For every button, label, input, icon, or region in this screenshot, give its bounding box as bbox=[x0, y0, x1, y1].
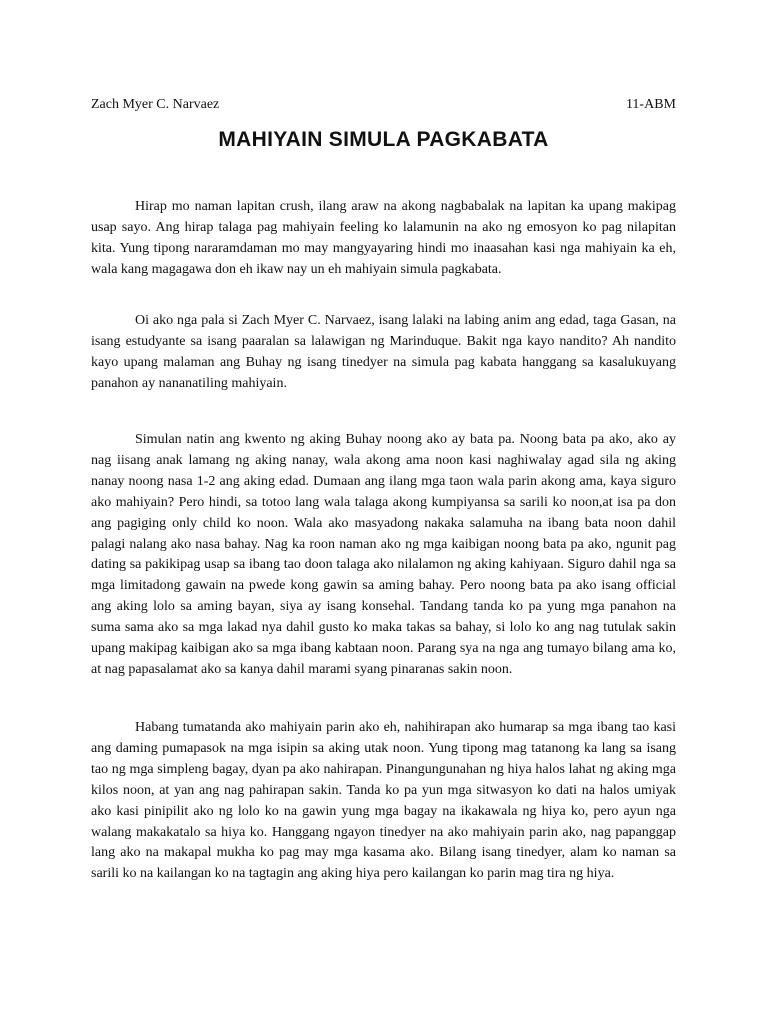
paragraph-4: Habang tumatanda ako mahiyain parin ako eh, nahihirapan ako humarap sa mga ibang tao kasi ang daming pumapasok na mga isipin sa aking utak noon. Yung tipong mag tatanong ka lang sa isang tao ng mga simpleng bagay, dyan pa ako nahirapan. Pinangungunahan ng hiya halos lahat ng aking mga kilos noon, at yan ang nag pahirapan sakin. Tanda ko pa yun mga sitwasyon ko dati na halos umiyak ako kasi pinipilit ako ng lolo ko na gawin yung mga bagay na ikakawala ng hiya ko, pero ayun nga walang makakatalo sa hiya ko. Hanggang ngayon tinedyer na ako mahiyain parin ako, nag papanggap lang ako na makapal mukha ko pag may mga kasama ako. Bilang isang tinedyer, alam ko naman sa sarili ko na kailangan ko na tagtagin ang aking hiya pero kailangan ko parin mag tira ng hiya. bbox=[91, 720, 676, 882]
section-label: 11-ABM bbox=[625, 97, 676, 112]
document-header bbox=[91, 95, 676, 115]
author-name: Zach Myer C. Narvaez bbox=[91, 97, 220, 112]
paragraph-1: Hirap mo naman lapitan crush, ilang araw na akong nagbabalak na lapitan ka upang makipag usap sayo. Ang hirap talaga pag mahiyain feeling ko lalamunin na ako ng emosyon ko pag nilapitan kita. Yung tipong nararamdaman mo may mangyayaring hindi mo inaasahan kasi nga mahiyain ka eh, wala kang magagawa don eh ikaw nay un eh mahiyain simula pagkabata. bbox=[91, 199, 676, 277]
document-title: MAHIYAIN SIMULA PAGKABATA bbox=[218, 128, 549, 151]
paragraph-2: Oi ako nga pala si Zach Myer C. Narvaez, isang lalaki na labing anim ang edad, taga Gasan, na isang estudyante sa isang paaralan sa lalawigan ng Marinduque. Bakit nga kayo nandito? Ah nandito kayo upang malaman ang Buhay ng isang tinedyer na simula pag kabata hanggang sa kasalukuyang panahon ay nananatiling mahiyain. bbox=[91, 313, 676, 391]
paragraph-3: Simulan natin ang kwento ng aking Buhay noong ako ay bata pa. Noong bata pa ako, ako ay nag iisang anak lamang ng aking nanay, wala akong ama noon kasi naghiwalay agad sila ng aking nanay noong nasa 1-2 ang aking edad. Dumaan ang ilang mga taon wala parin akong ama, kaya siguro ako mahiyain? Pero hindi, sa totoo lang wala talaga akong kumpiyansa sa sarili ko noon,at isa pa don ang pagiging only child ko noon. Wala ako masyadong nakaka salamuha na ibang bata noon dahil palagi nalang ako nasa bahay. Nag ka roon naman ako ng mga kaibigan noong bata pa ako, ngunit pag dating sa pakikipag usap sa ibang tao doon talaga ako nilalamon ng aking kahiyaan. Siguro dahil nga sa mga limitadong gawain na pwede kong gawin sa aming bahay. Pero noong bata pa ako isang official ang aking lolo sa aming bayan, siya ay isang konsehal. Tandang tanda ko pa yung mga panahon na suma sama ako sa mga lakad nya dahil gusto ko maka takas sa bahay, si lolo ko ang nag tutulak sakin upang makipag kaibigan ako sa mga ibang kabtaan noon. Parang sya na nga ang tumayo bilang ama ko, at nag papasalamat ako sa kanya dahil marami syang pinaranas sakin noon. bbox=[91, 432, 676, 677]
